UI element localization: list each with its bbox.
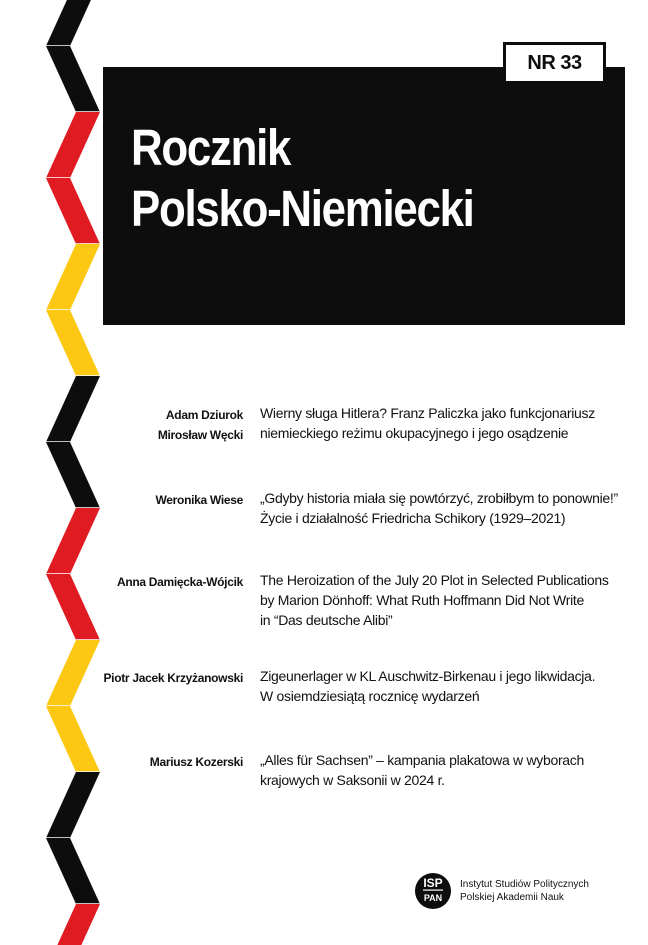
toc-article-title: [260, 570, 632, 630]
toc-authors: [155, 490, 243, 510]
ribbon-segment: [46, 442, 100, 508]
ribbon-segment: [46, 574, 100, 640]
article-title-line: „Gdyby historia miała się powtórzyć, zrobiłbym to ponownie!”: [260, 490, 618, 506]
issue-number-badge: NR 33: [503, 42, 606, 84]
ribbon-segment: [46, 112, 100, 178]
publisher-name-line: Polskiej Akademii Nauk: [460, 892, 564, 903]
ribbon-segment: [46, 838, 100, 904]
publisher-name-line: Instytut Studiów Politycznych: [460, 879, 589, 890]
article-title-line: by Marion Dönhoff: What Ruth Hoffmann Did Not Write: [260, 592, 584, 608]
article-title-line: niemieckiego reżimu okupacyjnego i jego osądzenie: [260, 425, 569, 441]
author-name: Mirosław Węcki: [157, 428, 243, 442]
journal-title-line: Polsko-Niemiecki: [131, 180, 474, 237]
publisher-name: [460, 878, 589, 904]
article-title-line: Zigeunerlager w KL Auschwitz-Birkenau i jego likwidacja.: [260, 668, 596, 684]
author-name: Mariusz Kozerski: [149, 755, 243, 769]
author-name: Weronika Wiese: [155, 493, 243, 507]
toc-authors: [117, 572, 243, 592]
flag-ribbon-decoration: [0, 0, 110, 945]
article-title-line: Wierny sługa Hitlera? Franz Paliczka jako funkcjonariusz: [260, 405, 595, 421]
toc-authors: [150, 752, 243, 772]
toc-article-title: [260, 666, 632, 706]
ribbon-segment: [46, 310, 100, 376]
ribbon-segment: [46, 0, 100, 46]
article-title-line: krajowych w Saksonii w 2024 r.: [260, 772, 445, 788]
toc-authors: [158, 405, 243, 445]
isp-pan-logo: [414, 872, 452, 910]
article-title-line: in “Das deutsche Alibi”: [260, 612, 393, 628]
ribbon-segment: [46, 508, 100, 574]
article-title-line: Życie i działalność Friedricha Schikory (1929–2021): [260, 510, 566, 526]
ribbon-segment: [46, 178, 100, 244]
ribbon-segment: [46, 376, 100, 442]
article-title-line: The Heroization of the July 20 Plot in Selected Publications: [260, 572, 609, 588]
author-name: Anna Damięcka-Wójcik: [116, 575, 243, 589]
toc-article-title: [260, 488, 632, 528]
toc-article-title: [260, 750, 632, 790]
ribbon-segment: [46, 46, 100, 112]
journal-title: [131, 117, 474, 239]
ribbon-segment: [46, 244, 100, 310]
toc-authors: [103, 668, 243, 688]
toc-article-title: [260, 403, 632, 443]
journal-header: [103, 67, 625, 325]
journal-title-line: Rocznik: [131, 119, 291, 176]
ribbon-segment: [46, 772, 100, 838]
logo-text: PAN: [423, 893, 443, 903]
author-name: Piotr Jacek Krzyżanowski: [103, 671, 243, 685]
author-name: Adam Dziurok: [165, 408, 243, 422]
ribbon-segment: [46, 640, 100, 706]
article-title-line: W osiemdziesiątą rocznicę wydarzeń: [260, 688, 480, 704]
ribbon-segment: [46, 904, 100, 945]
logo-text: ISP: [423, 876, 443, 890]
article-title-line: „Alles für Sachsen” – kampania plakatowa w wyborach: [260, 752, 584, 768]
ribbon-segment: [46, 706, 100, 772]
